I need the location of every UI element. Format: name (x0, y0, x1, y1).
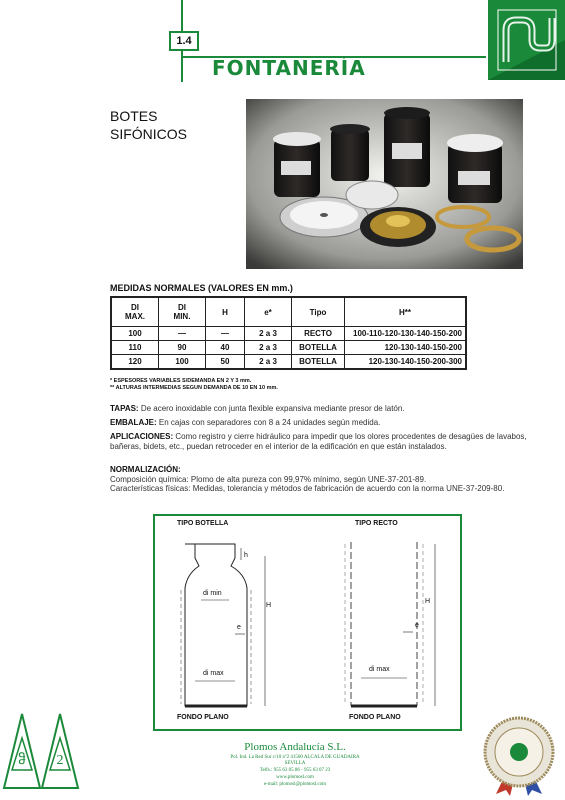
dim-H-right: H (425, 598, 431, 605)
table-row (111, 327, 466, 341)
cell-e: 2 a 3 (245, 355, 292, 370)
quality-seal-icon (478, 714, 560, 796)
col-di-max-line1: DI (131, 303, 139, 312)
dim-h: h (244, 552, 248, 559)
cell-tipo: BOTELLA (292, 355, 345, 370)
dim-di-max-right: di max (369, 666, 390, 673)
col-hh: H** (345, 297, 467, 327)
cell-e: 2 a 3 (245, 327, 292, 341)
dim-di-max-left: di max (203, 670, 224, 677)
address-line1: Pol. Ind. La Red Sur c/10 nº2 41500 ALCALA DE GUADAIRA (230, 755, 360, 760)
cell-h: 50 (206, 355, 245, 370)
diagram-left-title: TIPO BOTELLA (177, 520, 229, 527)
measures-table (110, 296, 467, 370)
tapas-text: De acero inoxidable con junta flexible expansiva mediante presor de latón. (138, 404, 405, 413)
normalizacion-label: NORMALIZACIÓN: (110, 465, 181, 474)
website-line: www.plomosl.com (276, 775, 314, 780)
table-row (111, 341, 466, 355)
norm-physical: Características físicas: Medidas, tolerancia y métodos de fabricación de acuerdo con la norma UNE-37-209-80. (110, 484, 505, 493)
aplicaciones-text: Como registro y cierre hidráulico para impedir que los olores procedentes de desagües de lavabos, bañeras, bidets, etc., puedan retroceder en el interior de la edificación en que están instalados. (110, 432, 527, 451)
embalaje-text: En cajas con separadores con 8 a 24 unidades según medida. (156, 418, 381, 427)
col-di-max-line2: MAX. (125, 312, 145, 321)
svg-text:2: 2 (56, 753, 64, 768)
product-title-line2: SIFÓNICOS (110, 126, 188, 142)
phone-line: Telfs.: 955 63 05 86 - 955 63 07 23 (259, 768, 331, 773)
cell-tipo: BOTELLA (292, 341, 345, 355)
tapas-paragraph (110, 404, 530, 414)
table-row (111, 355, 466, 370)
company-name: Plomos Andalucía S.L. (244, 741, 346, 753)
product-photo (246, 99, 523, 269)
company-logo (0, 710, 82, 792)
table-notes (110, 378, 278, 392)
dim-H-left: H (266, 602, 272, 609)
norm-composition: Composición química: Plomo de alta pureza con 99,97% mínimo, según UNE-37-201-89. (110, 474, 427, 484)
product-title (110, 107, 187, 143)
technical-diagram (153, 514, 462, 731)
table-header-row (111, 297, 466, 327)
cell-di-min: 90 (159, 341, 206, 355)
section-number: 1.4 (169, 31, 199, 51)
cell-hh: 120-130-140-150-200 (345, 341, 467, 355)
embalaje-label: EMBALAJE: (110, 418, 157, 427)
header-vertical-line-lower (181, 56, 183, 82)
cell-hh: 100-110-120-130-140-150-200 (345, 327, 467, 341)
dim-e-right: e (415, 622, 419, 629)
col-di-max (111, 297, 159, 327)
product-title-line1: BOTES (110, 108, 158, 124)
col-tipo: Tipo (292, 297, 345, 327)
cell-di-max: 100 (111, 327, 159, 341)
aplicaciones-paragraph (110, 432, 530, 451)
aplicaciones-label: APLICACIONES: (110, 432, 174, 441)
email-line: e-mail: plomosl@plomosl.com (263, 782, 327, 787)
cell-di-min: — (159, 327, 206, 341)
tapas-label: TAPAS: (110, 404, 139, 413)
col-h: H (206, 297, 245, 327)
cell-di-min: 100 (159, 355, 206, 370)
cell-hh: 120-130-140-150-200-300 (345, 355, 467, 370)
col-di-min-line2: MIN. (173, 312, 191, 321)
plumbing-pipe-icon (488, 0, 565, 80)
cell-h: 40 (206, 341, 245, 355)
dim-e-left: e (237, 624, 241, 631)
diagram-right-title: TIPO RECTO (355, 520, 398, 527)
col-di-min (159, 297, 206, 327)
note-1: * ESPESORES VARIABLES S/DEMANDA EN 2 Y 3 mm. (110, 378, 252, 384)
svg-text:ჵ: ჵ (18, 753, 26, 768)
page-title: FONTANERÍA (212, 56, 366, 80)
address-line2: SEVILLA (284, 761, 306, 766)
col-di-min-line1: DI (178, 303, 186, 312)
cell-di-max: 120 (111, 355, 159, 370)
note-2: ** ALTURAS INTERMEDIAS SEGUN DEMANDA DE 10 EN 10 mm. (110, 385, 278, 391)
dim-di-min: di min (203, 590, 222, 597)
cell-e: 2 a 3 (245, 341, 292, 355)
cell-di-max: 110 (111, 341, 159, 355)
diagram-left-bottom: FONDO PLANO (177, 714, 229, 721)
cell-tipo: RECTO (292, 327, 345, 341)
col-e: e* (245, 297, 292, 327)
cell-h: — (206, 327, 245, 341)
embalaje-paragraph (110, 418, 530, 428)
diagram-right-bottom: FONDO PLANO (349, 714, 401, 721)
measures-title: MEDIDAS NORMALES (VALORES EN mm.) (110, 283, 293, 293)
normalizacion-paragraph (110, 465, 530, 494)
